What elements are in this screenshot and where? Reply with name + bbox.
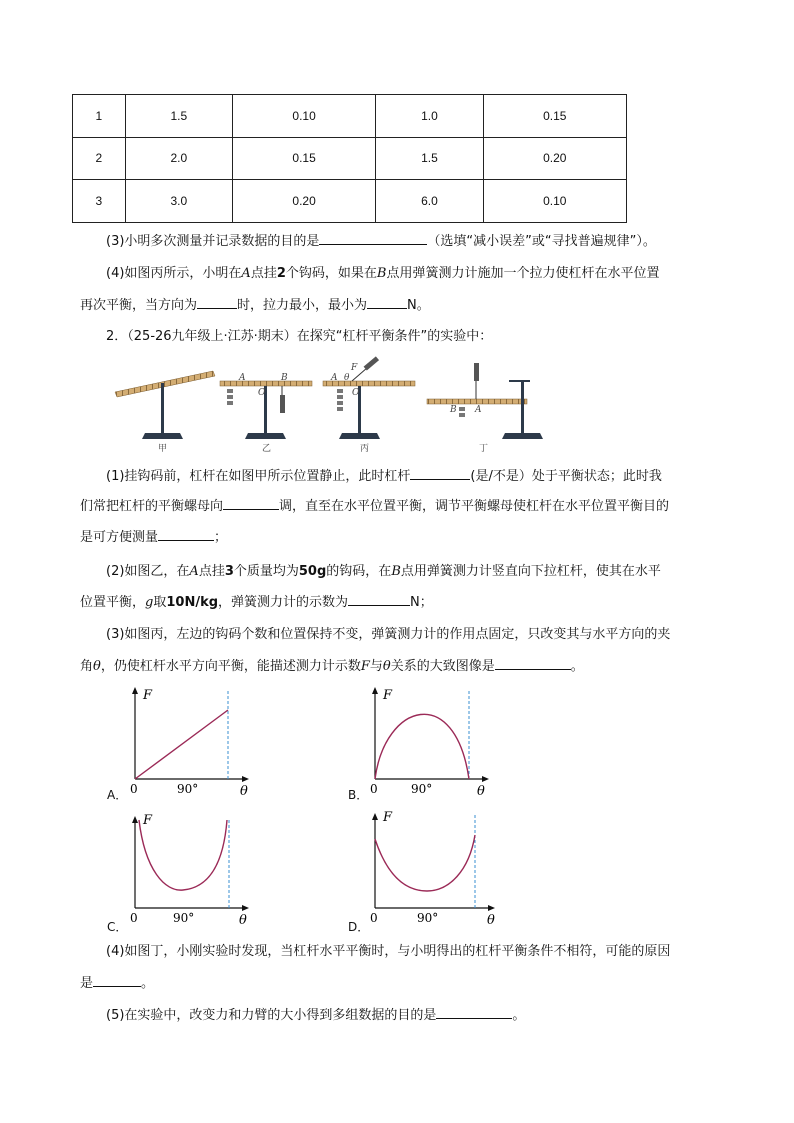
q1-part4-cont: 再次平衡，当方向为 时，拉力最小，最小为 N。: [80, 298, 430, 313]
answer-blank[interactable]: [158, 528, 214, 541]
figure-yi: [220, 381, 312, 439]
table-row: [73, 180, 627, 223]
svg-text:F: F: [143, 813, 153, 828]
table-cell: 1.5: [125, 95, 232, 138]
table-cell: 1.0: [376, 95, 483, 138]
q2-part2-cont: 位置平衡，g取10N/kg，弹簧测力计的示数为 N；: [80, 595, 433, 610]
table-cell: 6.0: [376, 180, 483, 223]
q1-part4: (4)如图丙所示，小明在A点挂2个钩码，如果在B点用弹簧测力计施加一个拉力使杠杆在水平位置: [106, 266, 660, 281]
q2-part4: (4)如图丁，小刚实验时发现，当杠杆水平平衡时，与小明得出的杠杆平衡条件不相符，可能的原因: [106, 944, 671, 959]
answer-blank[interactable]: [410, 467, 470, 480]
table-cell: 0.15: [232, 137, 375, 180]
lever-figures: [105, 355, 555, 455]
table-row: [73, 95, 627, 138]
table-cell: 0.15: [483, 95, 627, 138]
q2-part1-cont2: 是可方便测量 ；: [80, 530, 228, 545]
q1-part3: (3)小明多次测量并记录数据的目的是 （选填“减小误差”或“寻找普遍规律”）。: [106, 234, 656, 249]
table-cell: 2: [73, 137, 126, 180]
data-table: [72, 94, 627, 223]
table-cell: 3: [73, 180, 126, 223]
table-cell: 1.5: [376, 137, 483, 180]
svg-text:90°: 90°: [417, 911, 439, 925]
svg-text:90°: 90°: [177, 782, 199, 796]
q2-part4-cont: 是 。: [80, 976, 155, 991]
svg-text:F: F: [143, 688, 153, 703]
svg-text:θ: θ: [239, 913, 247, 928]
table-cell: 0.10: [483, 180, 627, 223]
svg-text:0: 0: [130, 782, 138, 796]
graph-option-a[interactable]: [105, 683, 265, 803]
svg-text:0: 0: [370, 782, 378, 796]
answer-blank[interactable]: [197, 296, 237, 309]
table-cell: 3.0: [125, 180, 232, 223]
svg-text:θ: θ: [477, 784, 485, 799]
svg-text:θ: θ: [487, 913, 495, 928]
svg-text:θ: θ: [240, 784, 248, 799]
table-cell: 0.20: [232, 180, 375, 223]
figure-ding: [427, 363, 543, 439]
graph-option-d[interactable]: [345, 805, 505, 930]
svg-text:0: 0: [370, 911, 378, 925]
answer-blank[interactable]: [367, 296, 407, 309]
answer-blank[interactable]: [436, 1006, 512, 1019]
figure-jia: [115, 371, 215, 439]
q2-part5: (5)在实验中，改变力和力臂的大小得到多组数据的目的是 。: [106, 1008, 526, 1023]
svg-text:0: 0: [130, 911, 138, 925]
table-cell: 2.0: [125, 137, 232, 180]
svg-text:F: F: [383, 688, 393, 703]
answer-blank[interactable]: [319, 232, 427, 245]
q2-part2: (2)如图乙，在A点挂3个质量均为50g的钩码，在B点用弹簧测力计竖直向下拉杠杆，使其在水平: [106, 564, 661, 579]
graph-option-c[interactable]: [105, 810, 265, 930]
table-row: [73, 137, 627, 180]
q2-part1: (1)挂钩码前，杠杆在如图甲所示位置静止，此时杠杆 (是/不是）处于平衡状态；此时我: [106, 469, 662, 484]
table-cell: 0.20: [483, 137, 627, 180]
q2-part1-cont: 们常把杠杆的平衡螺母向 调，直至在水平位置平衡，调节平衡螺母使杠杆在水平位置平衡目的: [80, 499, 670, 514]
answer-blank[interactable]: [495, 657, 571, 670]
svg-text:90°: 90°: [173, 911, 195, 925]
graph-option-b[interactable]: [345, 683, 505, 803]
svg-text:90°: 90°: [411, 782, 433, 796]
q2-part3: (3)如图丙，左边的钩码个数和位置保持不变，弹簧测力计的作用点固定，只改变其与水平方向的夹: [106, 627, 671, 642]
table-cell: 1: [73, 95, 126, 138]
q2-part3-cont: 角θ，仍使杠杆水平方向平衡，能描述测力计示数F与θ关系的大致图像是 。: [80, 659, 584, 674]
figure-bing: [323, 356, 415, 439]
answer-blank[interactable]: [93, 974, 141, 987]
answer-blank[interactable]: [223, 497, 279, 510]
table-cell: 0.10: [232, 95, 375, 138]
svg-text:F: F: [383, 810, 393, 825]
answer-blank[interactable]: [348, 593, 410, 606]
q2-title: 2．（25-26九年级上·江苏·期末）在探究“杠杆平衡条件”的实验中：: [106, 329, 493, 344]
